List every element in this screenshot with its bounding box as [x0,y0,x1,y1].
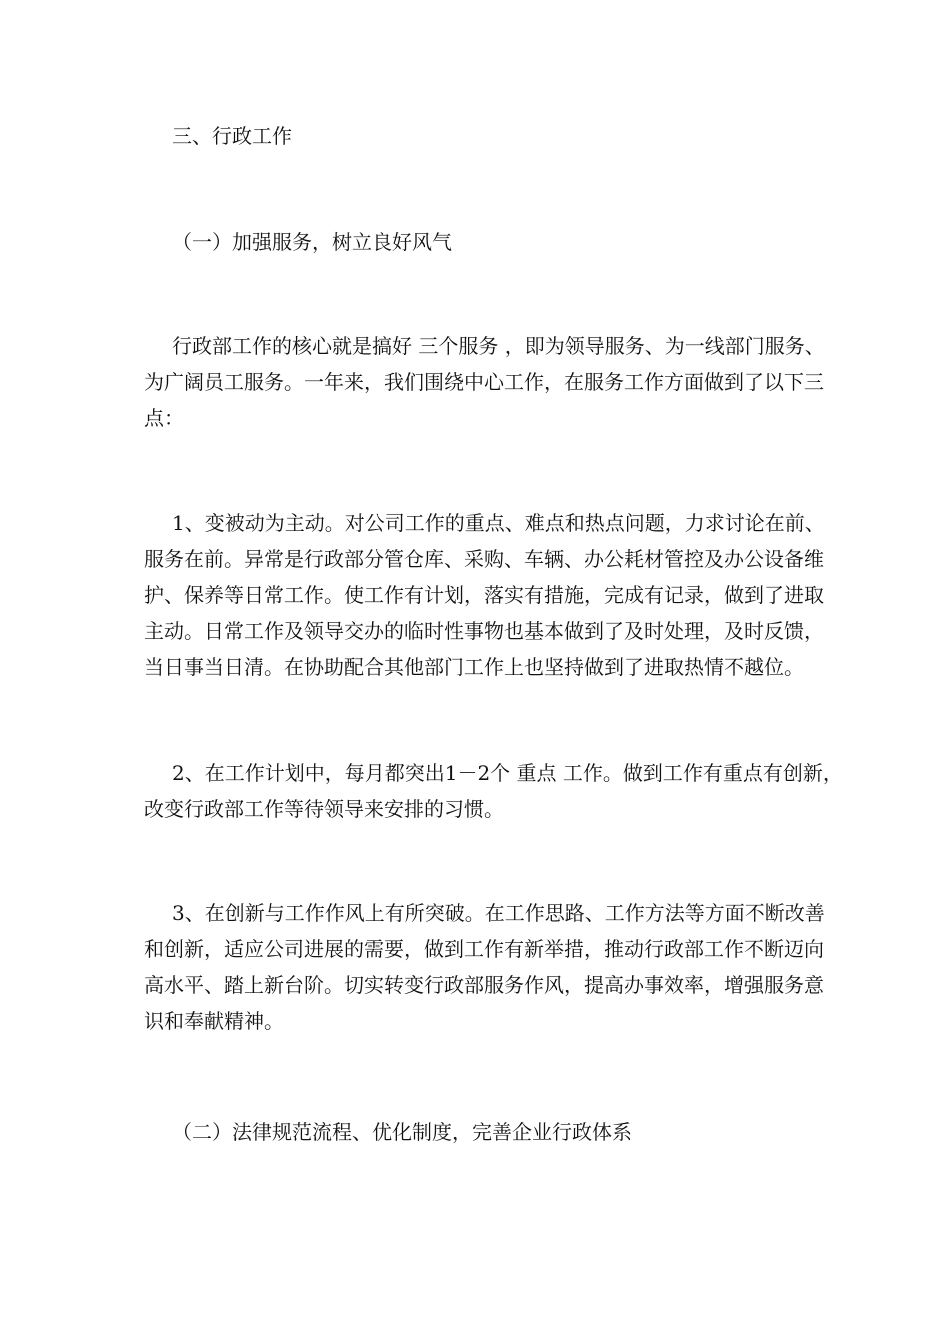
section-heading: 三、行政工作 [172,124,292,148]
paragraph-line: 为广阔员工服务。一年来，我们围绕中心工作，在服务工作方面做到了以下三 [144,370,824,394]
paragraph-line: 当日事当日清。在协助配合其他部门工作上也坚持做到了进取热情不越位。 [144,655,804,679]
paragraph-line: 2、在工作计划中，每月都突出1－2个 重点 工作。做到工作有重点有创新， [172,761,843,785]
paragraph-line: 护、保养等日常工作。使工作有计划，落实有措施，完成有记录，做到了进取 [144,583,824,607]
paragraph-line: 行政部工作的核心就是搞好 三个服务 ，即为领导服务、为一线部门服务、 [172,334,825,358]
paragraph-line: 服务在前。异常是行政部分管仓库、采购、车辆、办公耗材管控及办公设备维 [144,547,824,571]
paragraph-line: 主动。日常工作及领导交办的临时性事物也基本做到了及时处理，及时反馈， [144,619,824,643]
subsection-heading-2: （二）法律规范流程、优化制度，完善企业行政体系 [172,1120,632,1144]
paragraph-line: 3、在创新与工作作风上有所突破。在工作思路、工作方法等方面不断改善 [172,901,825,925]
paragraph-line: 和创新，适应公司进展的需要，做到工作有新举措，推动行政部工作不断迈向 [144,937,824,961]
paragraph-line: 高水平、踏上新台阶。切实转变行政部服务作风，提高办事效率，增强服务意 [144,973,824,997]
subsection-heading-1: （一）加强服务，树立良好风气 [172,230,452,254]
paragraph-line: 1、变被动为主动。对公司工作的重点、难点和热点问题，力求讨论在前、 [172,511,825,535]
paragraph-line: 识和奉献精神。 [144,1009,284,1033]
paragraph-line: 改变行政部工作等待领导来安排的习惯。 [144,797,504,821]
paragraph-line: 点： [144,406,184,430]
